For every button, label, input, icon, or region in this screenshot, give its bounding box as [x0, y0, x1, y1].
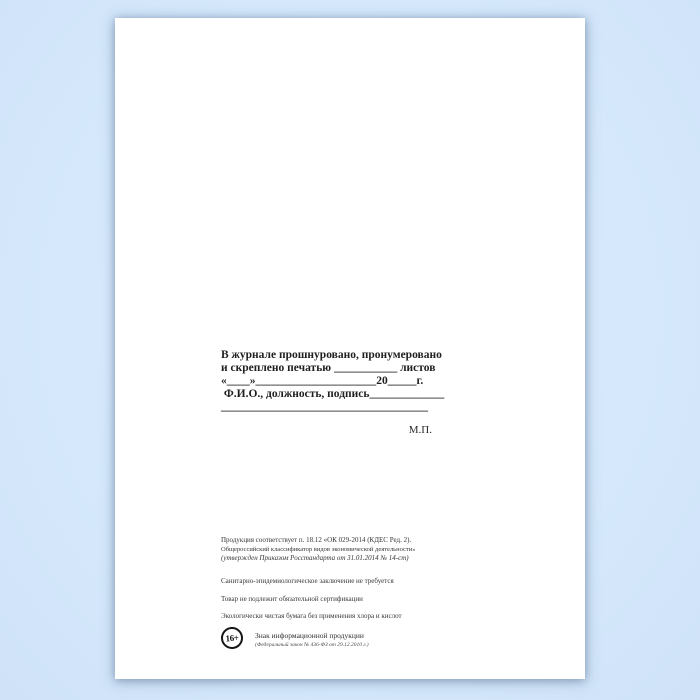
info-sign-block — [255, 627, 369, 648]
document-page — [115, 18, 585, 679]
sanitary-note: Санитарно-эпидемиологическое заключение не требуется — [221, 577, 394, 585]
info-sign-law-reference: (Федеральный закон № 436-ФЗ от 29.12.2010 г.) — [255, 642, 369, 648]
signature-underline-row: ____________________________________ — [221, 401, 428, 413]
compliance-line-1: Продукция соответствует п. 18.12 «ОК 029-2014 (КДЕС Ред. 2). — [221, 536, 412, 544]
binding-line-3: «____»_____________________20_____г. — [221, 375, 424, 387]
age-rating-row — [221, 627, 481, 649]
certification-note: Товар не подлежит обязательной сертификации — [221, 595, 363, 603]
binding-line-4: Ф.И.О., должность, подпись_____________ — [221, 388, 445, 400]
eco-paper-note: Экологически чистая бумага без применения хлора и кислот — [221, 612, 402, 620]
binding-line-2: и скреплено печатью ___________ листов — [221, 362, 436, 374]
age-rating-badge: 16+ — [220, 626, 243, 649]
compliance-footer-block — [221, 536, 481, 649]
stamp-place-label: М.П. — [408, 424, 432, 436]
binding-record-block — [221, 349, 445, 437]
binding-line-1: В журнале прошнуровано, пронумеровано — [221, 349, 442, 361]
info-sign-title: Знак информационной продукции — [255, 631, 364, 640]
compliance-line-3: (утвержден Приказом Росстандарта от 31.01.2014 № 14-ст) — [221, 554, 409, 562]
compliance-line-2: Общероссийский классификатор видов экономической деятельности» — [221, 546, 416, 553]
